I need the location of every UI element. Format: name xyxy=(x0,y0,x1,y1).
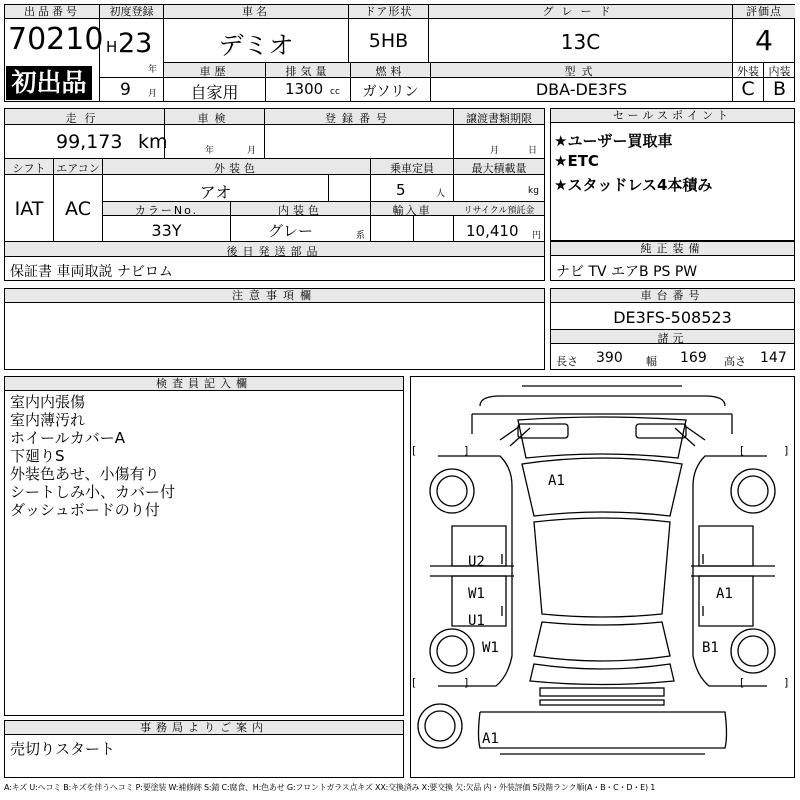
inspector-line-6: シートしみ小、カバー付 xyxy=(10,483,176,501)
first-listing-badge: 初出品 xyxy=(6,66,92,100)
car-name: デミオ xyxy=(218,31,294,60)
svg-text:]: ] xyxy=(464,444,469,457)
width-label: 幅 xyxy=(646,355,657,368)
reg-month: 9 xyxy=(120,80,131,100)
diagram-mark-left-rear-door-2: U1 xyxy=(468,613,485,629)
color-value: アオ xyxy=(199,183,232,202)
reg-era: H xyxy=(106,38,118,56)
diagram-mark-left-front-door: U2 xyxy=(468,554,485,570)
recycle-value: 10,410 xyxy=(466,222,519,240)
shift-label: シフト xyxy=(12,162,46,175)
diagram-mark-right-rear-fender: B1 xyxy=(702,640,719,656)
height-label: 高さ xyxy=(724,355,746,368)
model-value: DBA-DE3FS xyxy=(535,80,628,99)
inspector-line-3: ホイールカバーA xyxy=(10,429,125,447)
model-label: 型式 xyxy=(564,65,599,78)
height-value: 147 xyxy=(760,350,787,366)
equipment-value: ナビ TV エアB PS PW xyxy=(556,264,698,280)
dims-label: 諸元 xyxy=(657,332,688,345)
svg-text:[: [ xyxy=(412,676,417,689)
transfer-day-unit: 日 xyxy=(528,146,538,156)
grade-label: グレード xyxy=(429,5,732,19)
fuel-value: ガソリン xyxy=(362,84,419,100)
capacity-value: 5 xyxy=(396,181,406,199)
lot-label: 出品番号 xyxy=(5,5,99,19)
score-value: 4 xyxy=(755,24,773,57)
reg-month-unit: 月 xyxy=(148,89,158,99)
car-name-label: 車名 xyxy=(164,5,348,19)
later-parts-label: 後日発送部品 xyxy=(226,245,323,258)
legend-text: A:キズ U:ヘコミ B:キズを伴うヘコミ P:要塗装 W:補修跡 S:錆 C:腐食、H:色あせ G:フロントガラス点キズ XX:交換済み X:要交換 欠:欠品 内・外装評価 5段階ランク順(A・B・C・D・E) 1 xyxy=(4,783,656,792)
inspector-label: 検査員記入欄 xyxy=(5,377,403,391)
sales-point-3: ★スタッドレス4本積み xyxy=(554,176,713,194)
diagram-mark-left-rear-fender: W1 xyxy=(482,640,499,656)
door-value: 5HB xyxy=(368,30,409,52)
shift-value: IAT xyxy=(14,198,44,220)
office-label: 事務局よりご案内 xyxy=(5,721,403,735)
sales-point-2: ★ETC xyxy=(554,152,599,170)
int-color-label: 内装色 xyxy=(278,204,323,217)
import-label: 輸入車 xyxy=(392,204,432,217)
inspector-line-1: 室内内張傷 xyxy=(10,393,86,411)
displacement-value: 1300 xyxy=(285,80,324,98)
ext-grade: C xyxy=(741,78,755,100)
diagram-mark-hood: A1 xyxy=(548,473,565,489)
ext-label: 外装 xyxy=(737,65,759,78)
color-no-label: カラーNo. xyxy=(134,204,199,217)
inspector-line-4: 下廻りS xyxy=(10,447,65,465)
svg-text:]: ] xyxy=(464,676,469,689)
displacement-label: 排気量 xyxy=(285,65,331,78)
reg-year: 23 xyxy=(118,28,153,59)
svg-text:]: ] xyxy=(784,444,789,457)
inspector-line-5: 外装色あせ、小傷有り xyxy=(10,465,160,483)
transfer-label: 譲渡書類期限 xyxy=(466,112,532,125)
svg-text:[: [ xyxy=(412,444,417,457)
office-value: 売切りスタート xyxy=(10,740,116,758)
sales-point-1: ★ユーザー買取車 xyxy=(554,132,673,150)
capacity-label: 乗車定員 xyxy=(390,162,434,175)
chassis-value: DE3FS-508523 xyxy=(613,308,732,327)
ac-value: AC xyxy=(65,198,91,220)
svg-text:[: [ xyxy=(740,676,745,689)
fuel-label: 燃料 xyxy=(375,65,406,78)
int-label: 内装 xyxy=(768,65,791,78)
history-value: 自家用 xyxy=(190,83,239,102)
equipment-label: 純正装備 xyxy=(551,242,794,256)
score-label: 評価点 xyxy=(733,5,795,19)
grade-value: 13C xyxy=(560,30,601,54)
later-parts-value: 保証書 車両取説 ナビロム xyxy=(10,264,173,280)
inspection-label: 車検 xyxy=(197,112,232,125)
width-value: 169 xyxy=(680,350,707,366)
svg-text:[: [ xyxy=(740,444,745,457)
color-label: 外装色 xyxy=(214,162,259,175)
length-value: 390 xyxy=(596,350,623,366)
inspector-line-7: ダッシュボードのり付 xyxy=(10,501,160,519)
reg-year-unit: 年 xyxy=(148,65,158,75)
int-grade: B xyxy=(772,78,787,100)
svg-text:]: ] xyxy=(784,676,789,689)
load-unit: kg xyxy=(528,186,539,196)
diagram-mark-left-rear-door: W1 xyxy=(468,586,485,602)
displacement-unit: cc xyxy=(330,87,340,97)
mileage-unit: km xyxy=(138,131,168,153)
diagram-mark-right-rear-door: A1 xyxy=(716,586,733,602)
door-label: ドア形状 xyxy=(349,5,428,19)
chassis-label: 車台番号 xyxy=(551,289,794,303)
transfer-month-unit: 月 xyxy=(490,146,500,156)
inspection-year-unit: 年 xyxy=(205,146,215,156)
mileage-value: 99,173 xyxy=(56,131,123,153)
mileage-label: 走行 xyxy=(65,112,104,125)
inspection-month-unit: 月 xyxy=(247,146,257,156)
car-diagram xyxy=(410,376,795,778)
int-color-unit: 系 xyxy=(356,231,366,241)
length-label: 長さ xyxy=(556,355,578,368)
diagram-mark-rear-bumper: A1 xyxy=(482,731,499,747)
lot-number: 70210 xyxy=(8,22,104,57)
color-no-value: 33Y xyxy=(151,221,182,240)
first-reg-label: 初度登録 xyxy=(100,5,163,19)
capacity-unit: 人 xyxy=(436,189,446,199)
recycle-unit: 円 xyxy=(532,231,542,241)
recycle-label: リサイクル預託金 xyxy=(463,206,535,216)
reg-no-label: 登録番号 xyxy=(325,112,393,125)
inspector-line-2: 室内薄汚れ xyxy=(10,411,86,429)
sales-point-label: セールスポイント xyxy=(551,109,794,123)
notes-label: 注意事項欄 xyxy=(5,289,544,303)
ac-label: エアコン xyxy=(56,162,100,175)
history-label: 車歴 xyxy=(199,65,230,78)
int-color-value: グレー xyxy=(268,222,314,240)
load-label: 最大積載量 xyxy=(471,162,527,175)
